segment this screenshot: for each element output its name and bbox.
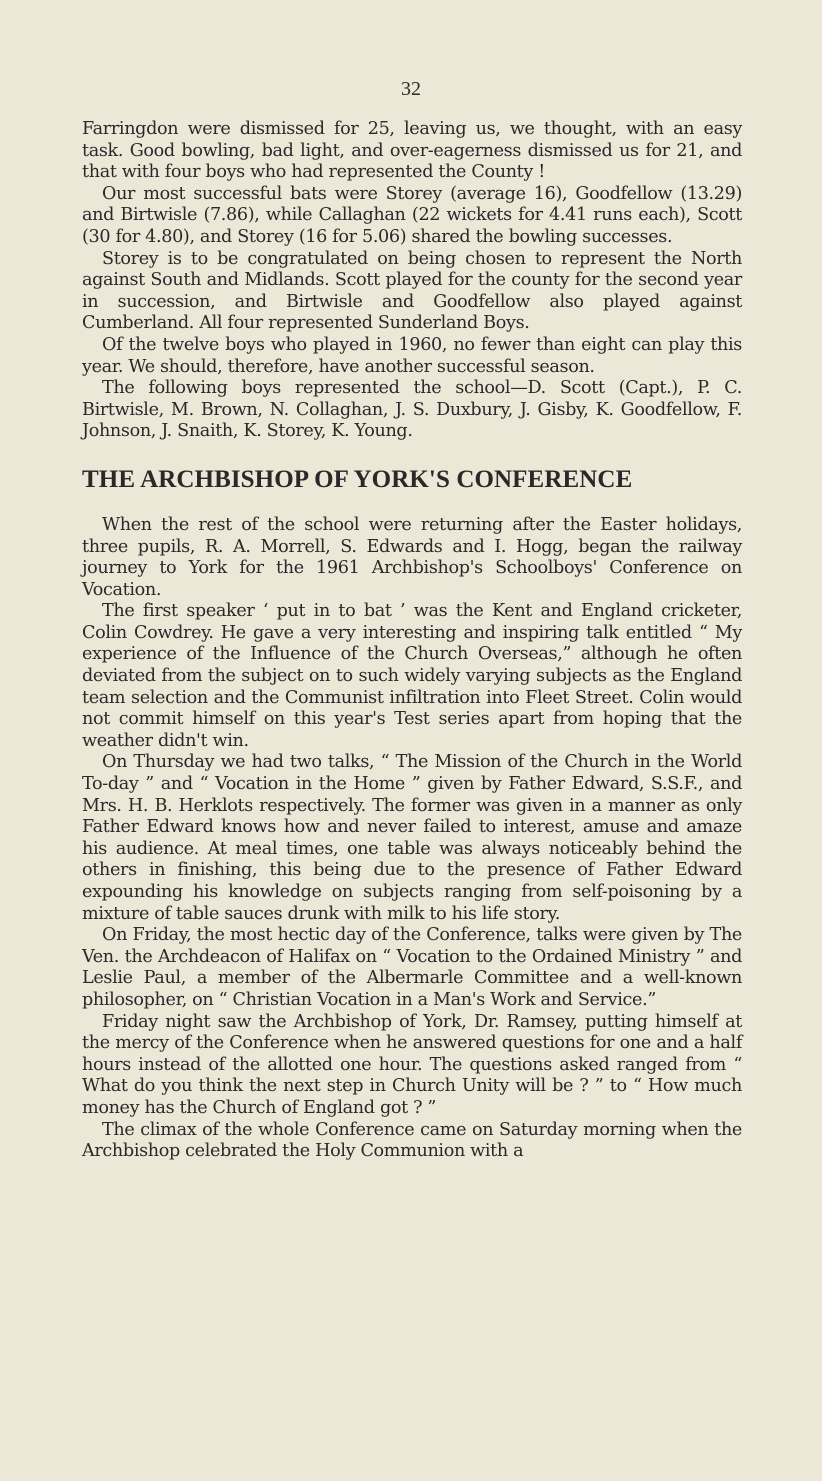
paragraph: The following boys represented the school—D. Scott (Capt.), P. C. Birtwisle, M. Brown, N. Collaghan, J. S. Duxbury, J. Gisby, K. Goodfellow, F. Johnson, J. Snaith, K. Storey, K. Young.: [82, 378, 742, 442]
paragraph: Farringdon were dismissed for 25, leaving us, we thought, with an easy task. Good bowling, bad light, and over-eagerness dismissed us for 21, and that with four boys who had represented the County !: [82, 119, 742, 183]
paragraph: When the rest of the school were returning after the Easter holidays, three pupils, R. A. Morrell, S. Edwards and I. Hogg, began the railway journey to York for the 1961 Archbishop's Schoolboys' Conference on Vocation.: [82, 514, 742, 600]
page-content: [82, 119, 742, 1163]
paragraph: Storey is to be congratulated on being chosen to represent the North against South and Midlands. Scott played for the county for the second year in succession, and Birtwisle and Goodfellow also played against Cumberland. All four represented Sunderland Boys.: [82, 248, 742, 334]
paragraph: Our most successful bats were Storey (average 16), Goodfellow (13.29) and Birtwisle (7.86), while Callaghan (22 wickets for 4.41 runs each), Scott (30 for 4.80), and Storey (16 for 5.06) shared the bowling successes.: [82, 183, 742, 247]
section-heading: THE ARCHBISHOP OF YORK'S CONFERENCE: [82, 465, 633, 493]
paragraph: On Friday, the most hectic day of the Conference, talks were given by The Ven. the Archdeacon of Halifax on “ Vocation to the Ordained Ministry ” and Leslie Paul, a member of the Albermarle Committee and a well-known philosopher, on “ Christian Vocation in a Man's Work and Service.”: [82, 925, 742, 1010]
page-number: 32: [401, 78, 421, 100]
paragraph: The first speaker ‘ put in to bat ’ was the Kent and England cricketer, Colin Cowdrey. He gave a very interesting and inspiring talk entitled “ My experience of the Influence of the Church Overseas,” although he often deviated from the subject on to such widely varying subjects as the England team selection and the Communist infiltration into Fleet Street. Colin would not commit himself on this year's Test series apart from hoping that the weather didn't win.: [82, 601, 742, 751]
paragraph: Of the twelve boys who played in 1960, no fewer than eight can play this year. We should, therefore, have another successful season.: [82, 334, 742, 377]
cricket-report-section: [82, 119, 742, 443]
conference-section: [82, 465, 742, 1163]
paragraph: Friday night saw the Archbishop of York, Dr. Ramsey, putting himself at the mercy of the Conference when he answered questions for one and a half hours instead of the allotted one hour. The questions asked ranged from “ What do you think the next step in Church Unity will be ? ” to “ How much money has the Church of England got ? ”: [82, 1011, 742, 1118]
paragraph: The climax of the whole Conference came on Saturday morning when the Archbishop celebrated the Holy Communion with a: [82, 1119, 742, 1162]
paragraph: On Thursday we had two talks, “ The Mission of the Church in the World To-day ” and “ Vocation in the Home ” given by Father Edward, S.S.F., and Mrs. H. B. Herklots respectively. The former was given in a manner as only Father Edward knows how and never failed to interest, amuse and amaze his audience. At meal times, one table was always noticeably behind the others in finishing, this being due to the presence of Father Edward expounding his knowledge on subjects ranging from self-poisoning by a mixture of table sauces drunk with milk to his life story.: [82, 752, 742, 924]
